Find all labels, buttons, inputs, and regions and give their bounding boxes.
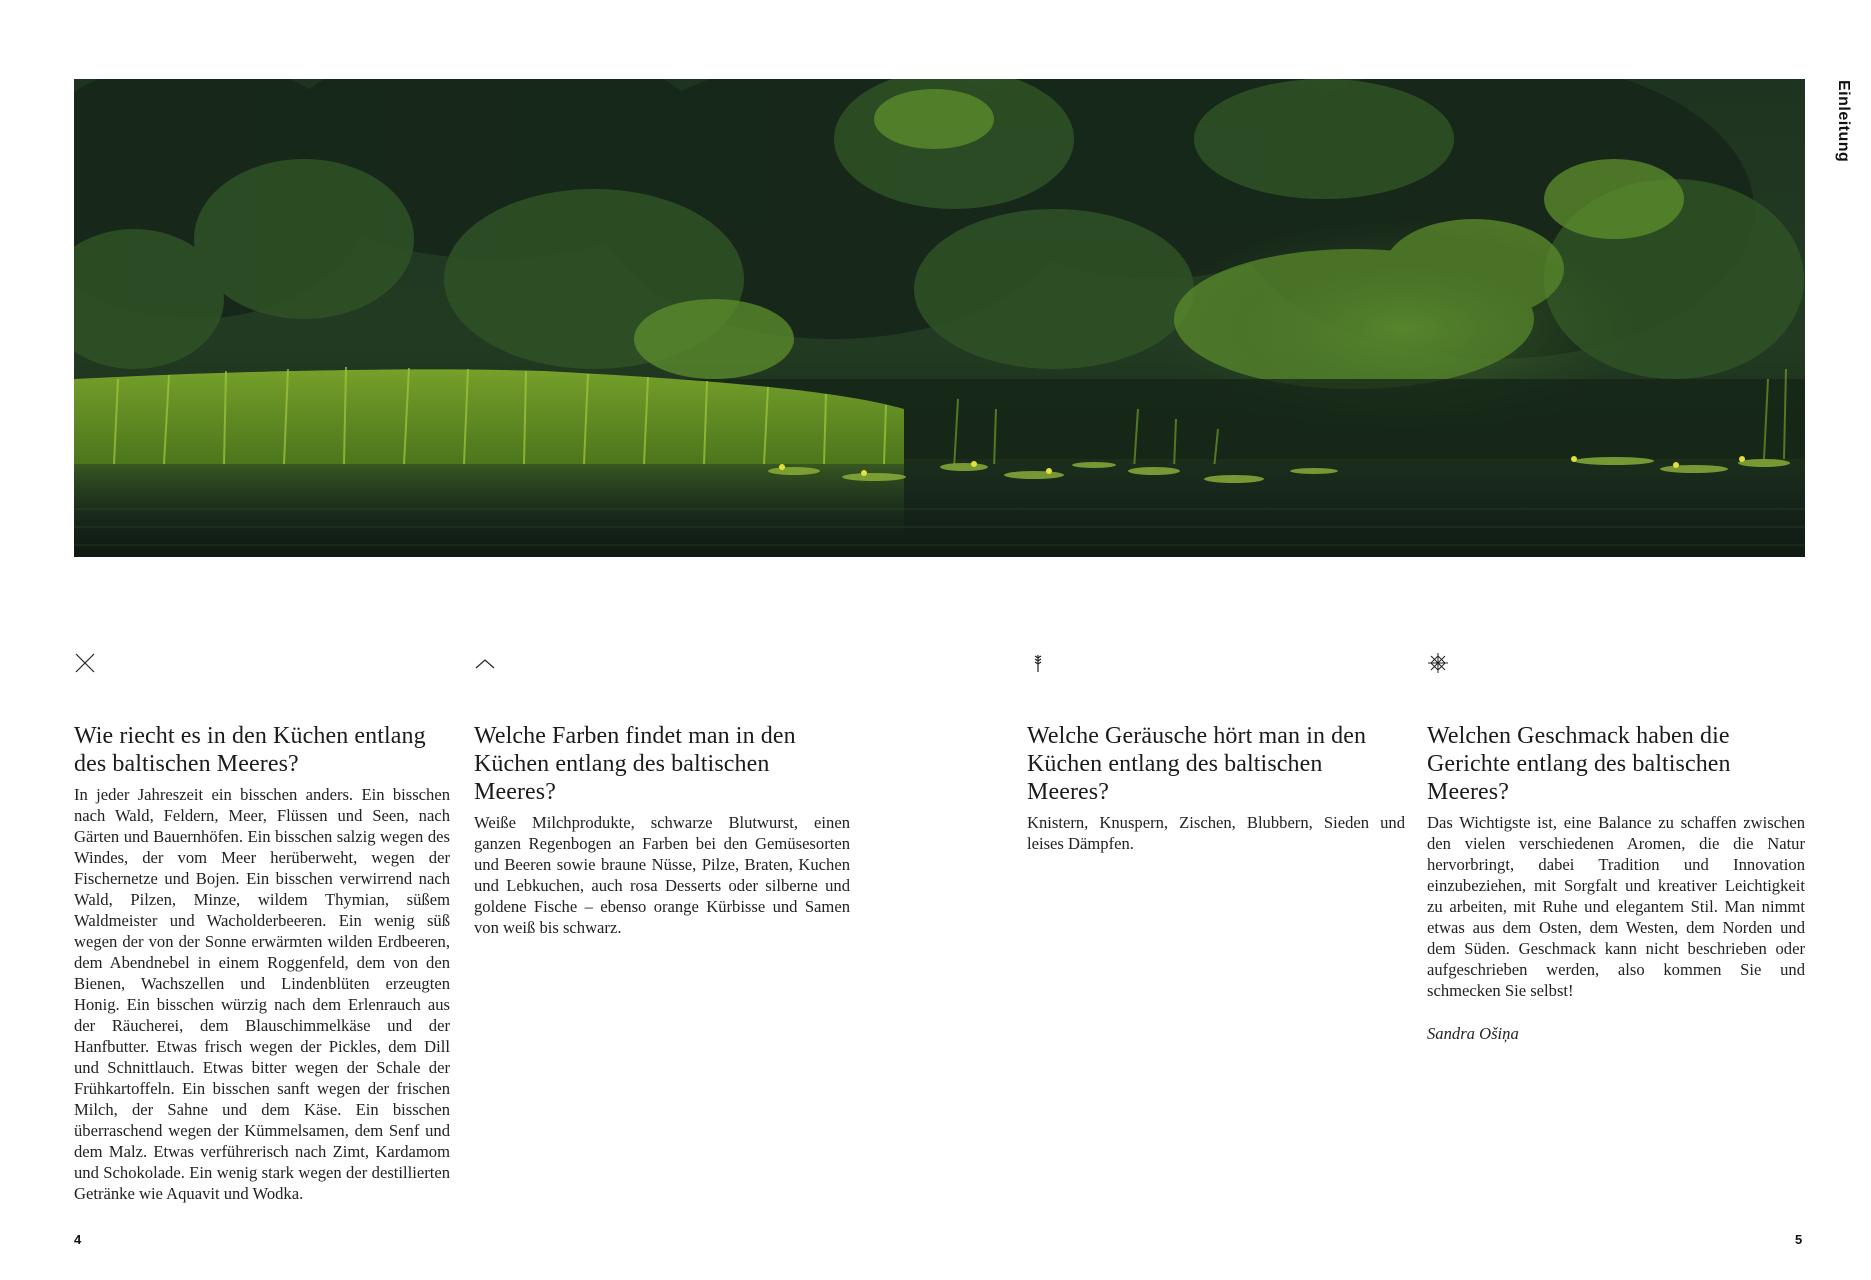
article-column-smell (74, 652, 450, 1204)
column-heading: Welche Geräusche hört man in den Küchen entlang des baltischen Meeres? (1027, 723, 1367, 805)
column-heading: Wie riecht es in den Küchen entlang des baltischen Meeres? (74, 723, 426, 777)
cross-x-icon (74, 652, 96, 674)
page-number-right: 5 (1795, 1232, 1803, 1247)
column-body: Weiße Milchprodukte, schwarze Blutwurst, einen ganzen Regenbogen an Farben bei den Gemüsesorten und Beeren sowie braune Nüsse, Pilze, Braten, Kuchen und Lebkuchen, auch rosa Desserts oder silberne und goldene Fische – ebenso orange Kürbisse und Samen von weiß bis schwarz. (474, 813, 850, 937)
page-number-left: 4 (74, 1232, 82, 1247)
article-column-taste (1427, 652, 1805, 1044)
column-heading: Welche Farben findet man in den Küchen entlang des baltischen Meeres? (474, 723, 796, 805)
column-body: Das Wichtigste ist, eine Balance zu schaffen zwischen den vielen verschiedenen Aromen, die die Natur hervorbringt, dabei Tradition und Innovation einzubeziehen, mit Sorgfalt und kreativer Leichtigkeit zu arbeiten, mit Ruhe und elegantem Stil. Man nimmt etwas aus dem Osten, dem Westen, dem Norden und dem Süden. Geschmack kann nicht beschrieben oder aufgeschrieben werden, also kommen Sie und schmecken Sie selbst! (1427, 813, 1805, 1000)
section-tab: Einleitung (1835, 80, 1852, 163)
wheat-ear-icon (1027, 652, 1049, 674)
column-heading: Welchen Geschmack haben die Gerichte entlang des baltischen Meeres? (1427, 723, 1731, 805)
column-body: In jeder Jahreszeit ein bisschen anders. Ein bisschen nach Wald, Feldern, Meer, Flüssen und Seen, nach Gärten und Bauernhöfen. Ein bisschen salzig wegen des Windes, der vom Meer herüberweht, wegen der Fischernetze und Bojen. Ein bisschen verwirrend nach Wald, Pilzen, Minze, wildem Thymian, süßem Waldmeister und Wacholderbeeren. Ein wenig süß wegen der von der Sonne erwärmten wilden Erdbeeren, dem Abendnebel in einem Roggenfeld, dem von den Bienen, Wachszellen und Lindenblüten erzeugten Honig. Ein bisschen würzig nach dem Erlenrauch aus der Räucherei, dem Blauschimmelkäse und der Hanfbutter. Etwas frisch wegen der Pickles, dem Dill und Schnittlauch. Etwas bitter wegen der Schale der Frühkartoffeln. Ein bisschen sanft wegen der frischen Milch, der Sahne und dem Käse. Ein bisschen überraschend wegen der Kümmelsamen, dem Senf und dem Malz. Etwas verführerisch nach Zimt, Kardamom und Schokolade. Ein wenig stark wegen der destillierten Getränke wie Aquavit und Wodka. (74, 785, 450, 1203)
author-signature: Sandra Ošiņa (1427, 1024, 1519, 1043)
column-body: Knistern, Knuspern, Zischen, Blubbern, Sieden und leises Dämpfen. (1027, 813, 1405, 853)
article-column-colors (474, 652, 850, 938)
article-column-sounds (1027, 652, 1405, 854)
caret-up-icon (474, 652, 496, 674)
landscape-photo (74, 79, 1805, 557)
star-ornament-icon (1427, 652, 1449, 674)
hero-photo (74, 79, 1805, 557)
